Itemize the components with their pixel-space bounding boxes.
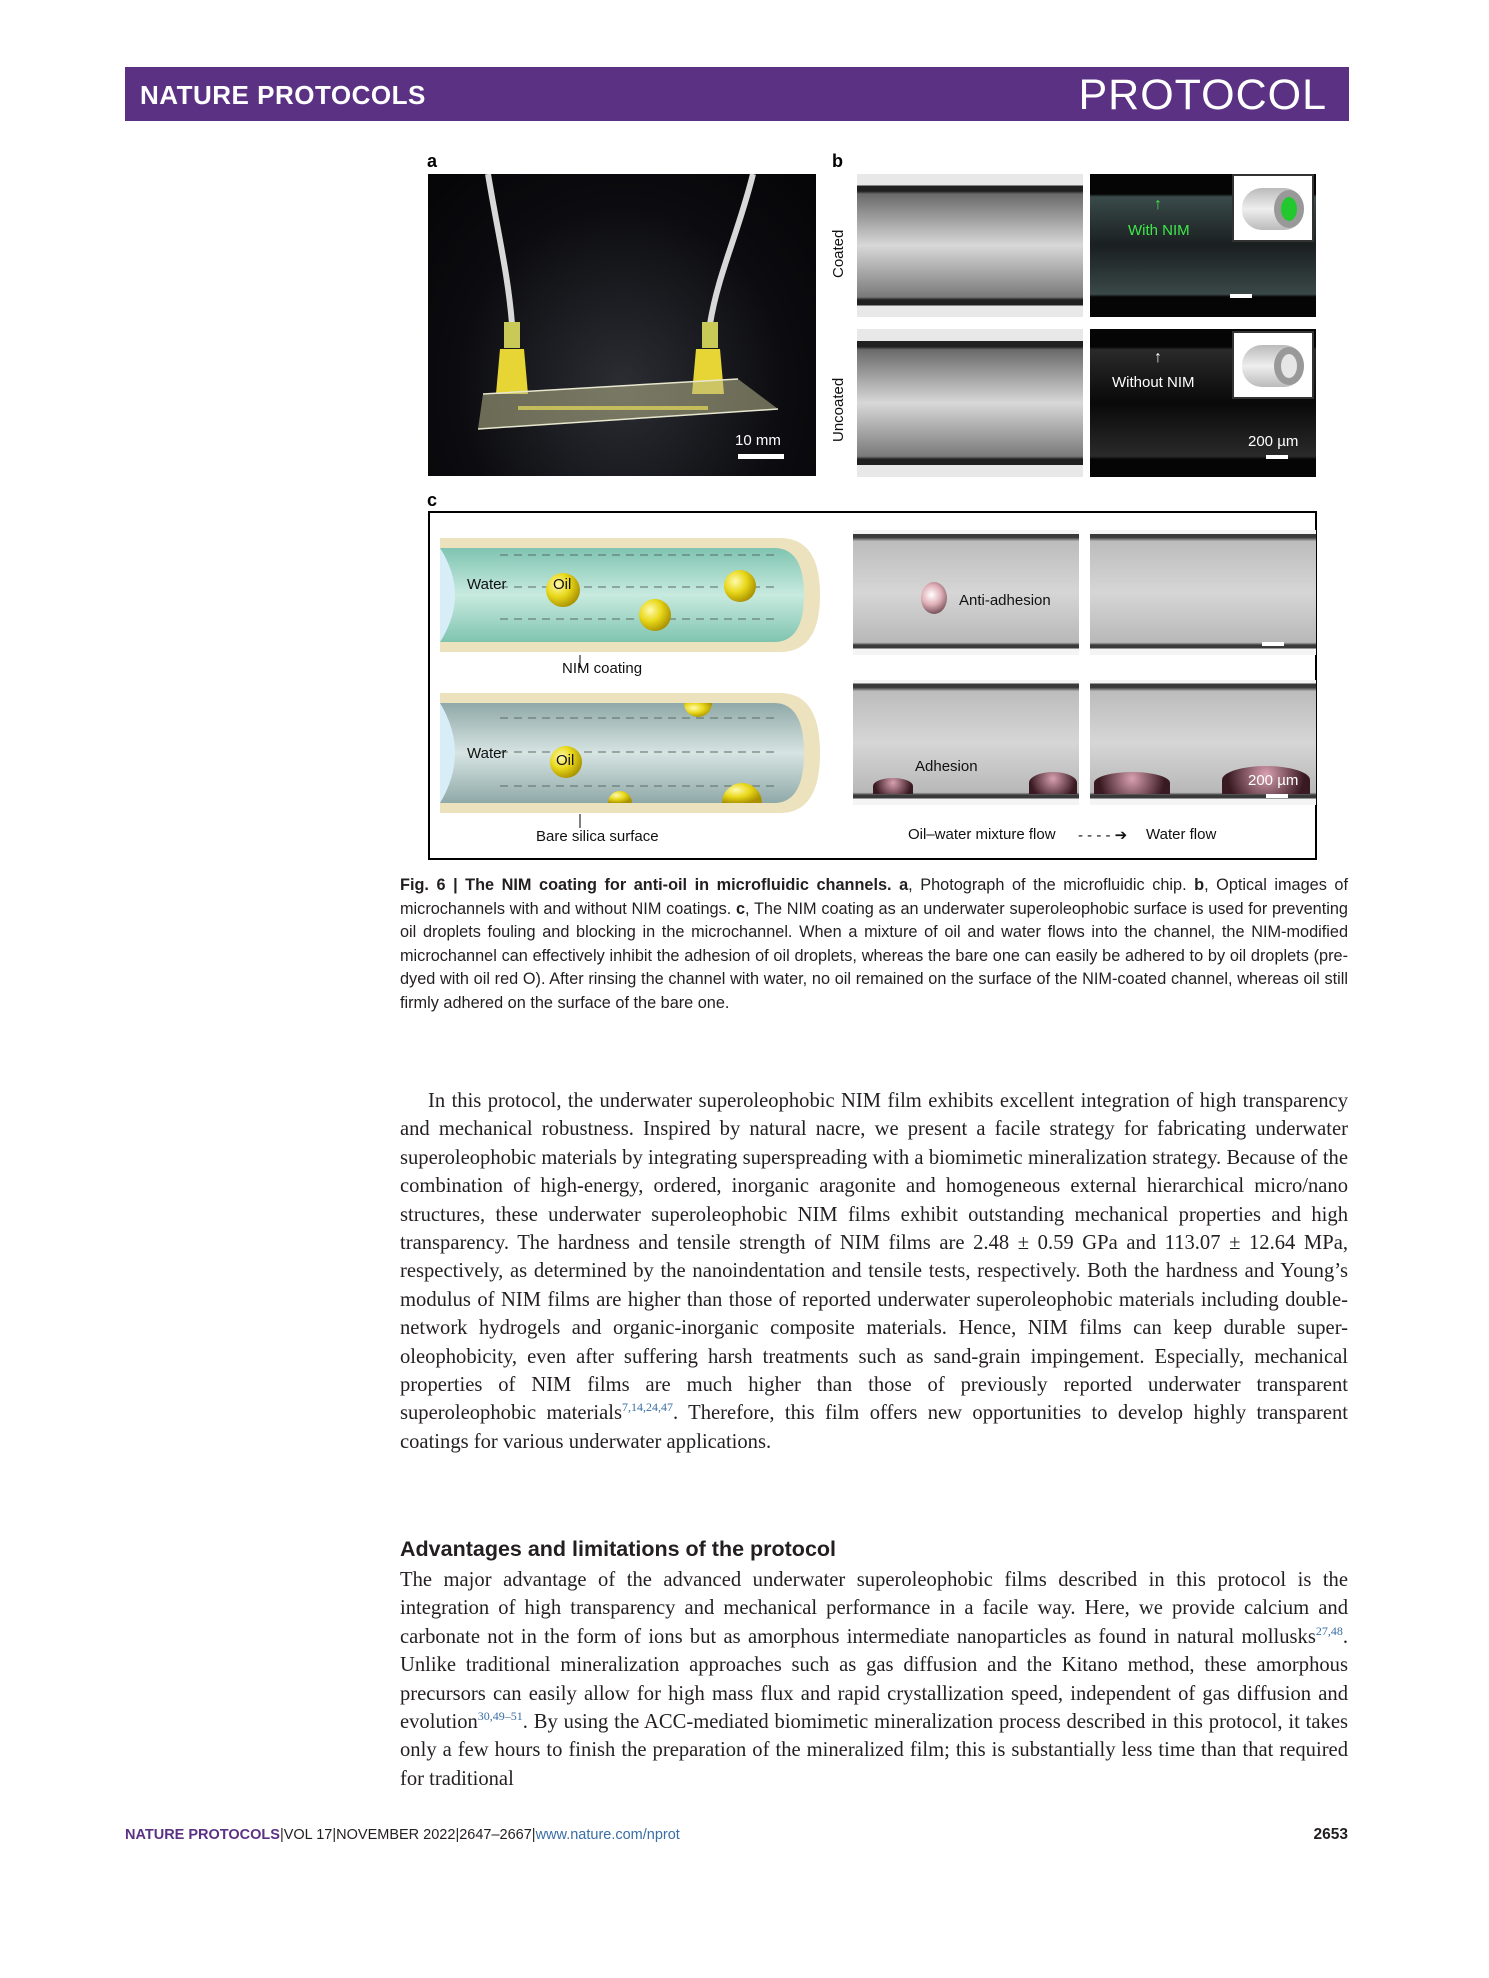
footer-sep: |	[332, 1827, 337, 1843]
oil-droplet	[921, 582, 947, 614]
footer-sep: |	[455, 1827, 460, 1843]
coated-channel-fluorescence	[1090, 174, 1316, 317]
para1-main: In this protocol, the underwater superoleophobic NIM film exhibits excellent integration of high transparency and mechanical robustness. Inspired by natural nacre, we present a facile strategy for fabricating underwater superoleophobic materials by integrating superspreading with a biomimetic mineralization strategy. Because of the combination of high-energy, ordered, inorganic aragonite and homogeneous external hierarchical micro/nano structures, these underwater superoleophobic NIM films exhibit outstanding mechanical properties and high transparency. The hardness and tensile strength of NIM films are 2.48 ± 0.59 GPa and 113.07 ± 12.64 MPa, respectively, as determined by the nanoindentation and tensile tests, respectively. Both the hardness and Young’s modulus of NIM films are higher than those of reported underwater superoleophobic materials including double-network hydrogels and organic-inorganic composite materials. Hence, NIM films can keep durable super-oleophobicity, even after suffering harsh treatments such as sand-grain impingement. Especially, mechanical properties of NIM films are much higher than those of previously reported underwater transparent superoleophobic materials	[400, 1090, 1348, 1425]
footer-journal: NATURE PROTOCOLS	[125, 1827, 280, 1843]
without-nim-arrow-icon: ↑	[1154, 349, 1162, 366]
coated-flow-image-1	[853, 530, 1079, 655]
para1-refs[interactable]: 7,14,24,47	[621, 1400, 673, 1415]
chip-illustration	[428, 174, 816, 476]
caption-a-text: , Photograph of the microfluidic chip.	[908, 876, 1195, 894]
legend-arrow-icon: - - - - ➔	[1078, 827, 1128, 844]
adhered-oil-droplet	[873, 778, 913, 794]
legend-water-flow: Water flow	[1146, 826, 1217, 843]
panel-c-scale-bar-label: 200 µm	[1248, 772, 1299, 789]
adhered-oil-droplet	[1094, 772, 1170, 794]
caption-b-label: b	[1194, 876, 1205, 894]
page-number: 2653	[1313, 1826, 1348, 1843]
without-nim-label: Without NIM	[1112, 374, 1195, 391]
section-heading: Advantages and limitations of the protocol	[400, 1537, 837, 1561]
panel-label-c: c	[427, 490, 438, 510]
panel-label-b: b	[832, 151, 843, 171]
scale-bar	[1266, 794, 1288, 798]
para1-end: . Therefore, this film offers new opportunities to develop highly transparent coatings for various underwater applications.	[400, 1402, 1348, 1453]
schematic-water-top: Water	[467, 576, 507, 593]
para2-b: . Unlike traditional mineralization approaches such as gas diffusion and the Kitano method, these amorphous precursors can easily allow for high mass flux and rapid crystallization speed, independent of gas diffusion and evolution	[400, 1625, 1348, 1734]
row-label-coated: Coated	[830, 229, 847, 278]
nim-coating-label: NIM coating	[562, 660, 643, 677]
footer-pages: 2647–2667	[459, 1827, 532, 1843]
adhesion-label: Adhesion	[915, 758, 978, 775]
scale-bar	[1266, 455, 1288, 459]
footer-sep: |	[531, 1827, 536, 1843]
caption-c-label: c	[735, 899, 746, 918]
bare-silica-label: Bare silica surface	[536, 828, 659, 845]
para2-refs-2[interactable]: 30,49–51	[477, 1709, 523, 1724]
schematic-water-bottom: Water	[467, 745, 507, 762]
uncoated-channel-brightfield	[857, 329, 1083, 477]
body-paragraph-2	[400, 1566, 1348, 1793]
para2-refs-1[interactable]: 27,48	[1315, 1623, 1343, 1638]
footer-sep: |	[279, 1827, 284, 1843]
panel-b-scale-bar-label: 200 µm	[1248, 433, 1299, 450]
footer-url[interactable]: www.nature.com/nprot	[535, 1827, 680, 1843]
caption-b-text: , Optical images of microchannels with and without NIM coatings.	[400, 876, 1348, 918]
journal-name: NATURE PROTOCOLS	[140, 80, 426, 110]
anti-adhesion-label: Anti-adhesion	[959, 592, 1051, 609]
chip-photo	[428, 174, 816, 476]
scale-bar	[1262, 642, 1284, 646]
para2-a: The major advantage of the advanced underwater superoleophobic films described in this protocol is the integration of high transparency and mechanical performance in a facile way. Here, we provide calcium and carbonate not in the form of ions but as amorphous intermediate nanoparticles as found in natural mollusks	[400, 1569, 1348, 1648]
uncoated-tube-inset	[1232, 331, 1314, 399]
coated-channel-brightfield	[857, 174, 1083, 317]
schematic-oil-bottom: Oil	[556, 752, 575, 769]
legend-mixture-flow: Oil–water mixture flow	[908, 826, 1056, 843]
adhered-oil-droplet	[1029, 772, 1077, 794]
with-nim-arrow-icon: ↑	[1154, 196, 1162, 213]
figure-6	[0, 0, 1489, 860]
caption-c-text: , The NIM coating as an underwater superoleophobic surface is used for preventing oil droplets fouling and blocking in the microchannel. When a mixture of oil and water flows into the channel, the NIM-modified microchannel can effectively inhibit the adhesion of oil droplets, whereas the bare one can easily be adhered to by oil droplets (pre-dyed with oil red O). After rinsing the channel with water, no oil remained on the surface of the NIM-coated channel, whereas oil still firmly adhered on the surface of the bare one.	[400, 899, 1348, 1012]
panel-label-a: a	[427, 151, 438, 171]
bare-flow-image-2	[1090, 680, 1316, 805]
figure-caption	[400, 874, 1348, 1015]
para2-c: . By using the ACC-mediated biomimetic mineralization process described in this protocol, it takes only a few hours to finish the preparation of the mineralized film; this is substantially less time than that required for traditional	[400, 1711, 1348, 1790]
with-nim-label: With NIM	[1128, 222, 1190, 239]
schematic-oil-top: Oil	[553, 576, 572, 593]
page-footer	[125, 1827, 680, 1843]
caption-a-label: a	[899, 876, 909, 894]
row-label-uncoated: Uncoated	[830, 377, 847, 442]
coated-flow-image-2	[1090, 530, 1316, 655]
channel-schematic	[440, 520, 830, 850]
caption-label: Fig. 6 | The NIM coating for anti-oil in microfluidic channels.	[400, 876, 892, 894]
uncoated-channel-fluorescence	[1090, 329, 1316, 477]
body-paragraph-1	[400, 1087, 1348, 1456]
article-type: PROTOCOL	[1078, 71, 1327, 119]
chip-scale-bar-label: 10 mm	[735, 432, 781, 449]
coated-tube-inset	[1232, 174, 1314, 242]
footer-date: NOVEMBER 2022	[336, 1827, 456, 1843]
scale-bar	[1230, 294, 1252, 298]
bare-flow-image-1	[853, 680, 1079, 805]
footer-volume: VOL 17	[283, 1827, 333, 1843]
chip-scale-bar	[738, 454, 784, 459]
